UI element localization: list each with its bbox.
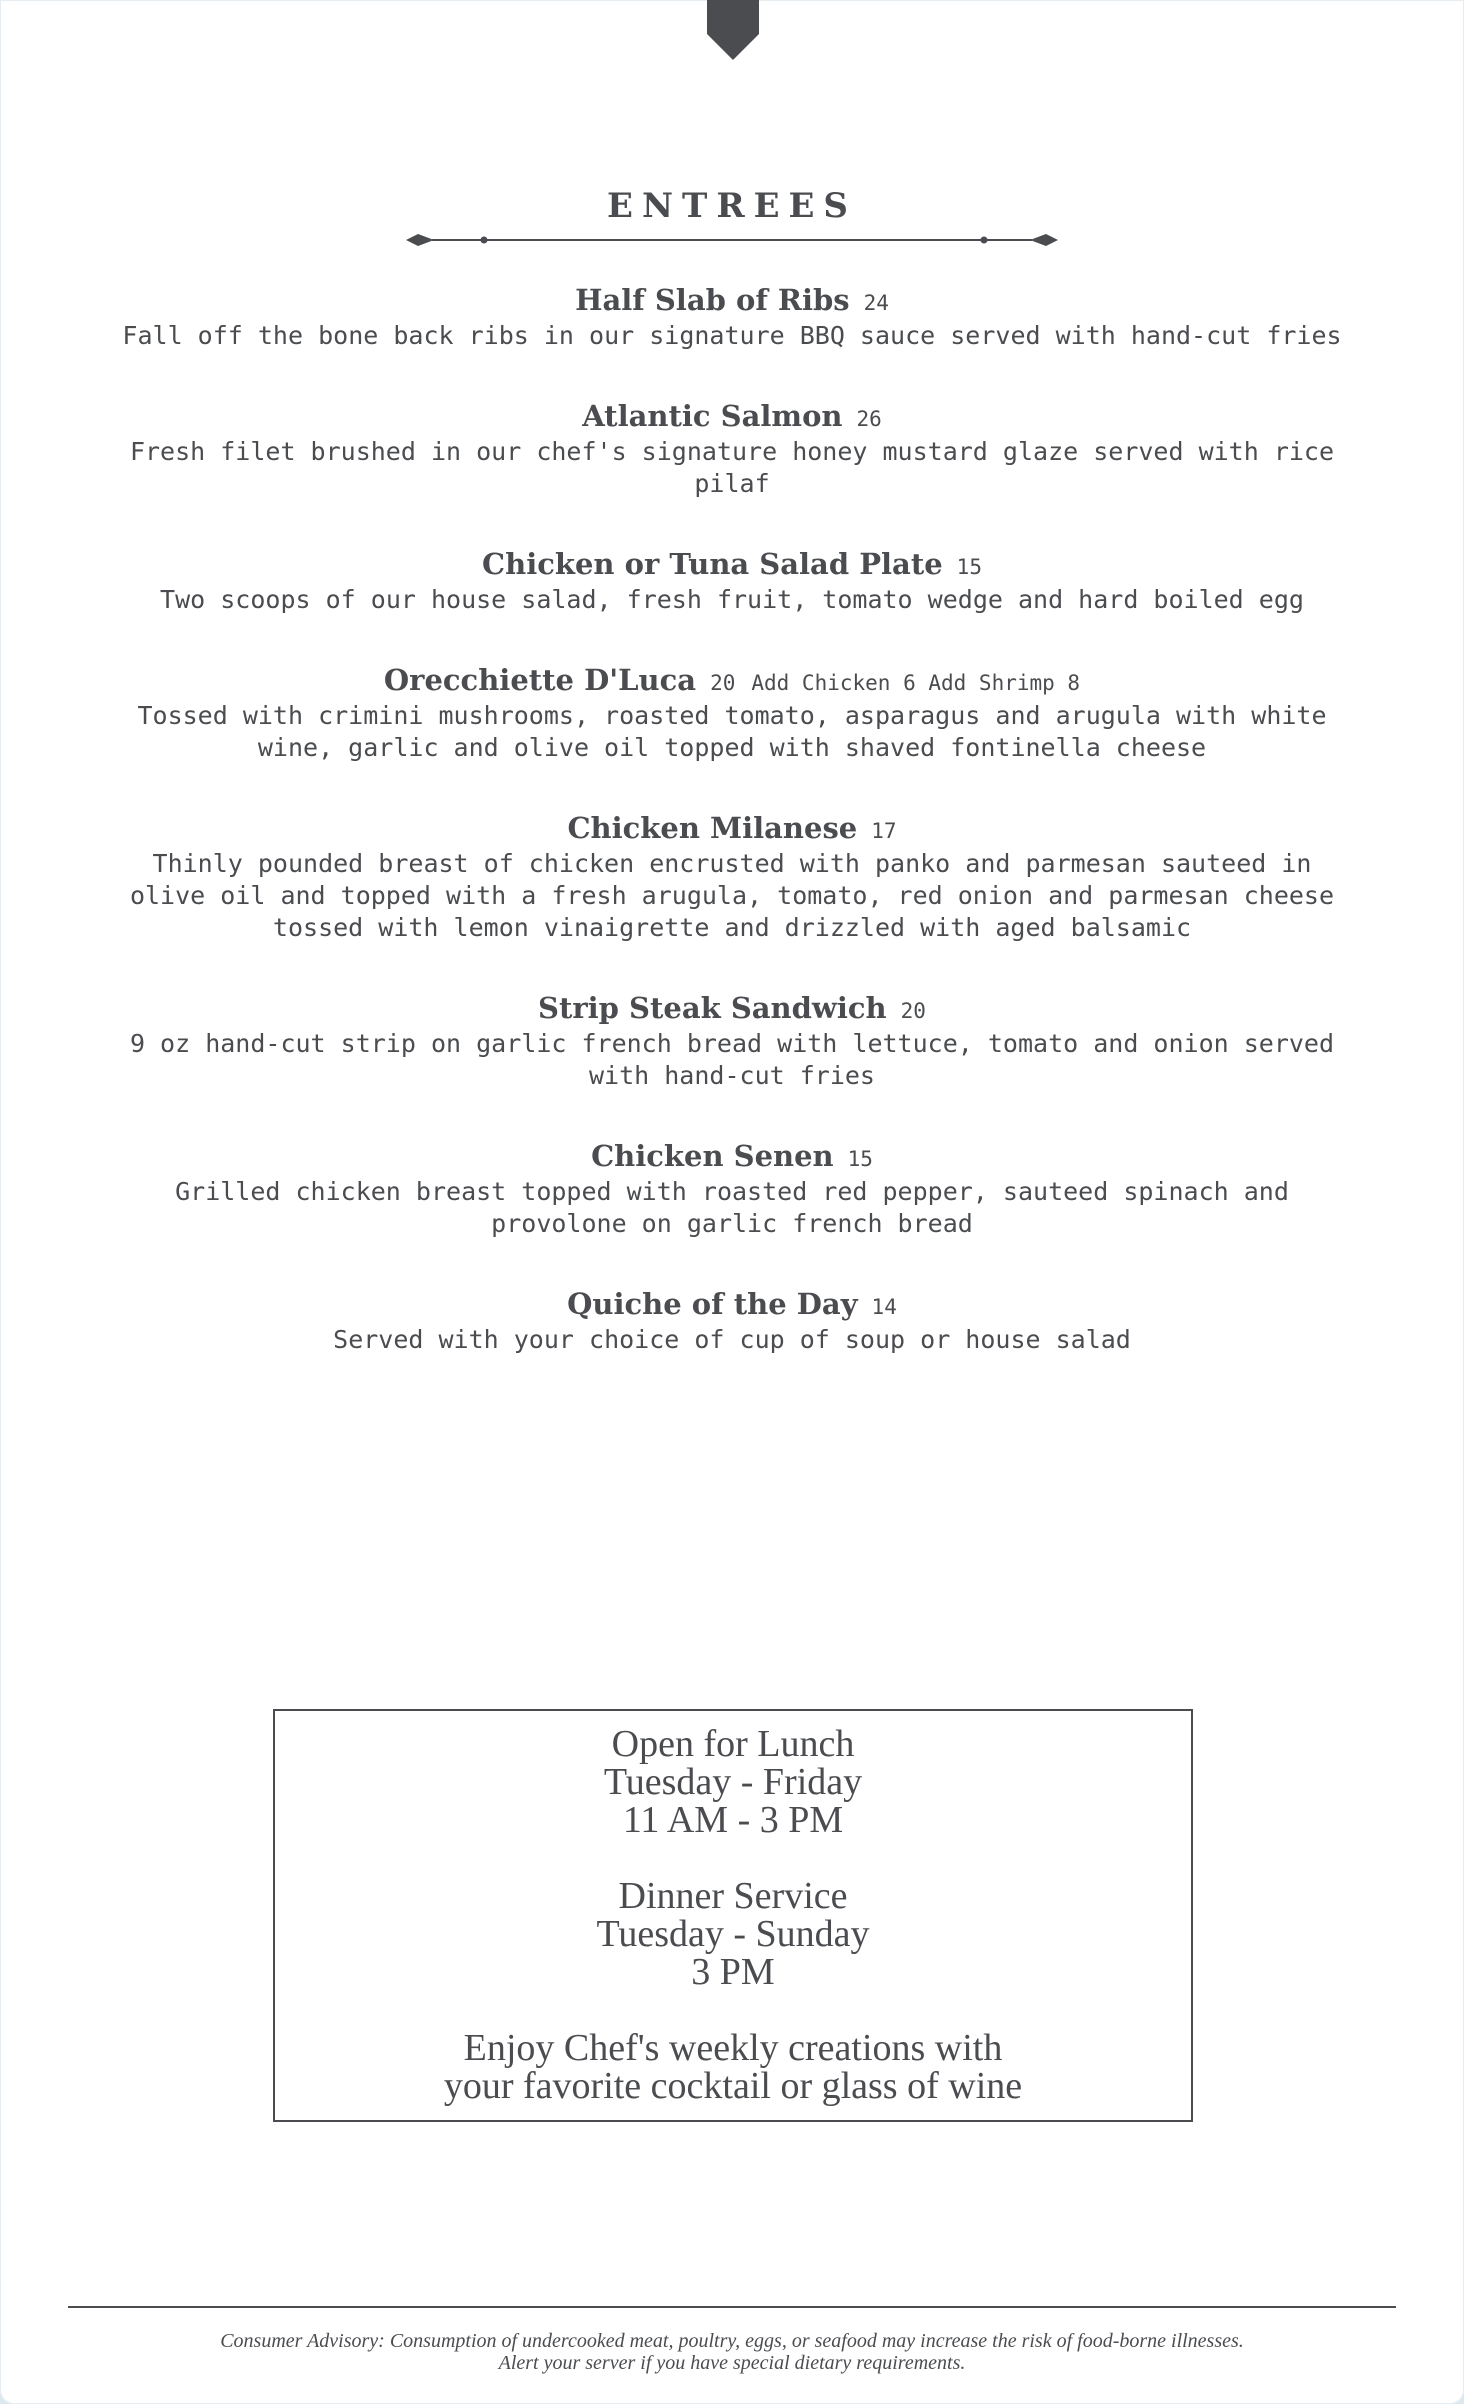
hours-box	[273, 1709, 1193, 2122]
menu-item	[100, 1136, 1364, 1240]
menu-item-name: Chicken or Tuna Salad Plate	[482, 547, 943, 581]
menu-item-description: Fresh filet brushed in our chef's signature honey mustard glaze served with rice pilaf	[129, 437, 1335, 498]
menu-item-description: Fall off the bone back ribs in our signature BBQ sauce served with hand-cut fries	[122, 321, 1342, 350]
menu-item-description: Thinly pounded breast of chicken encrusted with panko and parmesan sauteed in olive oil and topped with a fresh arugula, tomato, red onion and parmesan cheese tossed with lemon vinaigrette and drizzled with aged balsamic	[129, 849, 1335, 942]
menu-item-name: Quiche of the Day	[567, 1287, 858, 1321]
lunch-days: Tuesday - Friday	[603, 1761, 863, 1803]
menu-item-description: Grilled chicken breast topped with roasted red pepper, sauteed spinach and provolone on garlic french bread	[175, 1177, 1289, 1238]
menu-item-price: 20	[710, 671, 736, 695]
menu-item	[100, 1284, 1364, 1356]
menu-item	[100, 396, 1364, 500]
menu-item-description: Served with your choice of cup of soup or house salad	[333, 1325, 1131, 1354]
menu-item	[100, 988, 1364, 1092]
menu-item-name: Half Slab of Ribs	[575, 283, 850, 317]
menu-item-name: Orecchiette D'Luca	[383, 663, 697, 697]
menu-item-header	[100, 396, 1364, 436]
advisory-divider	[68, 2306, 1396, 2308]
menu-item	[100, 808, 1364, 944]
menu-item-header	[100, 660, 1364, 700]
menu-item-addons: Add Chicken 6 Add Shrimp 8	[751, 671, 1081, 695]
menu-item-description: Tossed with crimini mushrooms, roasted tomato, asparagus and arugula with white wine, garlic and olive oil topped with shaved fontinella cheese	[137, 701, 1327, 762]
menu-item-header	[100, 988, 1364, 1028]
menu-item	[100, 660, 1364, 764]
hours-note-line1: Enjoy Chef's weekly creations with	[463, 2027, 1003, 2069]
menu-item-header	[100, 1284, 1364, 1324]
menu-item-price: 26	[856, 407, 882, 431]
menu-item	[100, 280, 1364, 352]
advisory-line2: Alert your server if you have special dietary requirements.	[498, 2352, 966, 2374]
menu-item-header	[100, 280, 1364, 320]
dinner-time: 3 PM	[691, 1951, 775, 1993]
advisory-line1: Consumer Advisory: Consumption of undercooked meat, poultry, eggs, or seafood may increase the risk of food-borne illnesses.	[220, 2330, 1244, 2352]
menu-item-header	[100, 808, 1364, 848]
menu-item-description: Two scoops of our house salad, fresh fruit, tomato wedge and hard boiled egg	[160, 585, 1304, 614]
menu-item-name: Atlantic Salmon	[582, 399, 843, 433]
ornament-divider-icon	[404, 228, 1060, 252]
menu-item-name: Chicken Milanese	[567, 811, 858, 845]
menu-item-price: 17	[871, 819, 897, 843]
section-title: ENTREES	[607, 186, 857, 226]
menu-item-price: 24	[863, 291, 889, 315]
consumer-advisory	[0, 2330, 1464, 2374]
menu-item-name: Strip Steak Sandwich	[538, 991, 887, 1025]
menu-item-price: 14	[871, 1295, 897, 1319]
menu-item	[100, 544, 1364, 616]
lunch-time: 11 AM - 3 PM	[622, 1799, 844, 1841]
menu-item-description: 9 oz hand-cut strip on garlic french bread with lettuce, tomato and onion served with hand-cut fries	[129, 1029, 1335, 1090]
dinner-title: Dinner Service	[618, 1875, 848, 1917]
entree-list	[100, 280, 1364, 1400]
hours-note-line2: your favorite cocktail or glass of wine	[443, 2065, 1023, 2107]
dinner-days: Tuesday - Sunday	[596, 1913, 870, 1955]
menu-item-price: 15	[847, 1147, 873, 1171]
menu-item-header	[100, 544, 1364, 584]
lunch-title: Open for Lunch	[611, 1723, 855, 1765]
menu-item-price: 15	[956, 555, 982, 579]
menu-item-name: Chicken Senen	[591, 1139, 834, 1173]
menu-item-price: 20	[900, 999, 926, 1023]
menu-item-header	[100, 1136, 1364, 1176]
